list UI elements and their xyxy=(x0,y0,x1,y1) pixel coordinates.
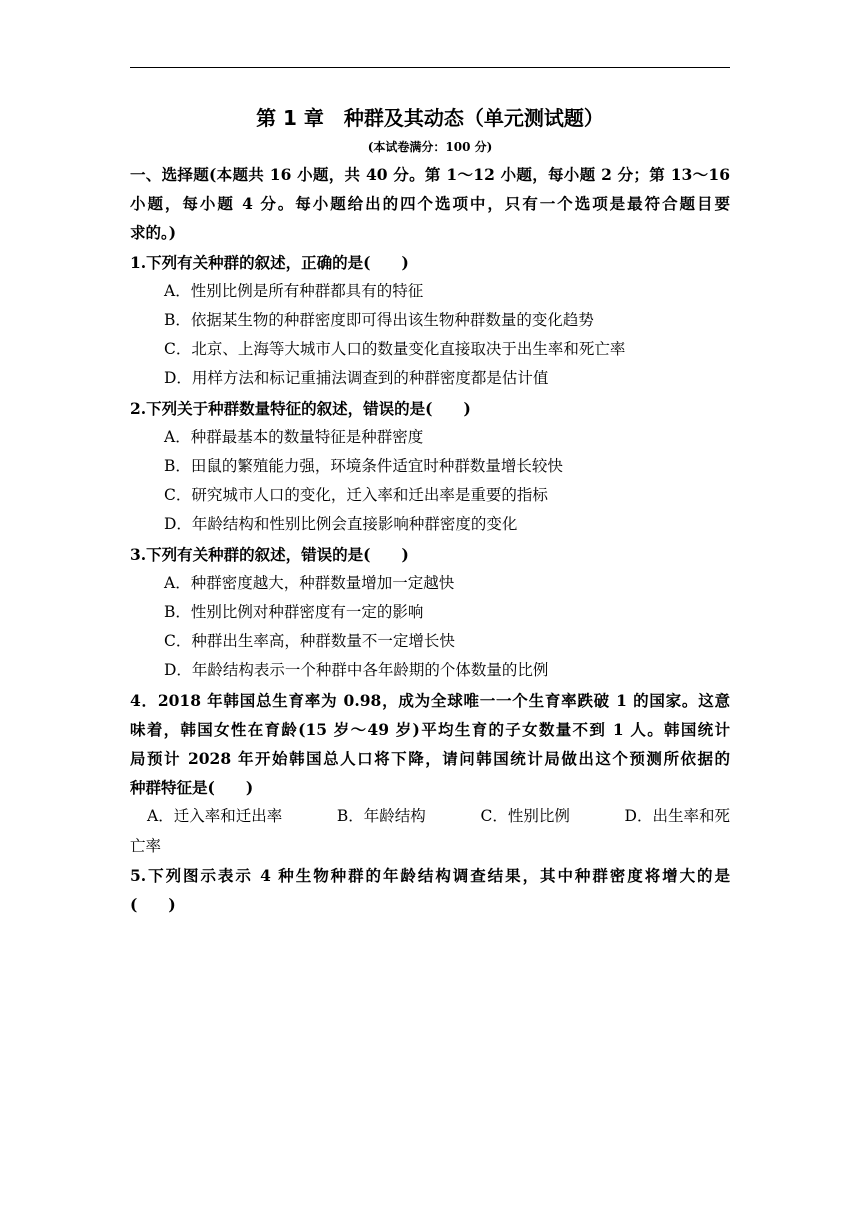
option-c: C．性别比例 xyxy=(480,807,570,826)
question-stem: 3.下列有关种群的叙述，错误的是( ) xyxy=(130,544,409,564)
exam-page xyxy=(130,100,730,919)
section-intro-line: 求的。) xyxy=(130,223,177,243)
question-stem-line: ( ) xyxy=(130,895,176,915)
option-c: C．研究城市人口的变化，迁入率和迁出率是重要的指标 xyxy=(164,486,548,505)
section-intro-line: 小题，每小题 4 分。每小题给出的四个选项中，只有一个选项是最符合题目要 xyxy=(130,194,730,214)
question-2 xyxy=(130,394,730,540)
option-d-continued: 亡率 xyxy=(130,836,162,855)
options-row xyxy=(130,802,730,831)
question-stem-line: 4．2018 年韩国总生育率为 0.98，成为全球唯一一个生育率跌破 1 的国家。这意 xyxy=(130,690,730,710)
question-stem-line: 5.下列图示表示 4 种生物种群的年龄结构调查结果，其中种群密度将增大的是 xyxy=(130,865,730,885)
section-intro-line: 一、选择题(本题共 16 小题，共 40 分。第 1～12 小题，每小题 2 分；第 13～16 xyxy=(130,165,730,184)
option-b: B．年龄结构 xyxy=(336,807,426,826)
option-a: A．迁入率和迁出率 xyxy=(147,807,283,826)
option-d: D．年龄结构表示一个种群中各年龄期的个体数量的比例 xyxy=(164,661,549,680)
option-a: A．种群密度越大，种群数量增加一定越快 xyxy=(164,573,455,592)
question-4 xyxy=(130,686,730,861)
page-title: 第 1 章 种群及其动态（单元测试题） xyxy=(256,106,604,130)
question-stem-line: 种群特征是( ) xyxy=(130,778,254,798)
question-stem-line: 味着，韩国女性在育龄(15 岁～49 岁)平均生育的子女数量不到 1 人。韩国统计 xyxy=(130,719,730,739)
option-b: B．依据某生物的种群密度即可得出该生物种群数量的变化趋势 xyxy=(164,311,594,330)
option-c: C．北京、上海等大城市人口的数量变化直接取决于出生率和死亡率 xyxy=(164,340,626,359)
question-stem-line: 局预计 2028 年开始韩国总人口将下降，请问韩国统计局做出这个预测所依据的 xyxy=(130,749,730,769)
option-a: A．性别比例是所有种群都具有的特征 xyxy=(164,281,424,300)
option-b: B．田鼠的繁殖能力强，环境条件适宜时种群数量增长较快 xyxy=(164,457,563,476)
question-1 xyxy=(130,248,730,394)
section-intro xyxy=(130,160,730,248)
option-b: B．性别比例对种群密度有一定的影响 xyxy=(164,603,424,622)
page-subtitle: (本试卷满分：100 分) xyxy=(367,140,493,154)
header-rule xyxy=(130,67,730,68)
option-c: C．种群出生率高，种群数量不一定增长快 xyxy=(164,632,455,651)
option-d: D．出生率和死 xyxy=(624,807,730,826)
option-a: A．种群最基本的数量特征是种群密度 xyxy=(164,427,424,446)
question-stem: 2.下列关于种群数量特征的叙述，错误的是( ) xyxy=(130,398,471,418)
question-stem: 1.下列有关种群的叙述，正确的是( ) xyxy=(130,252,409,272)
option-d: D．年龄结构和性别比例会直接影响种群密度的变化 xyxy=(164,515,518,534)
question-3 xyxy=(130,540,730,686)
option-d: D．用样方法和标记重捕法调查到的种群密度都是估计值 xyxy=(164,369,549,388)
question-5 xyxy=(130,861,730,919)
